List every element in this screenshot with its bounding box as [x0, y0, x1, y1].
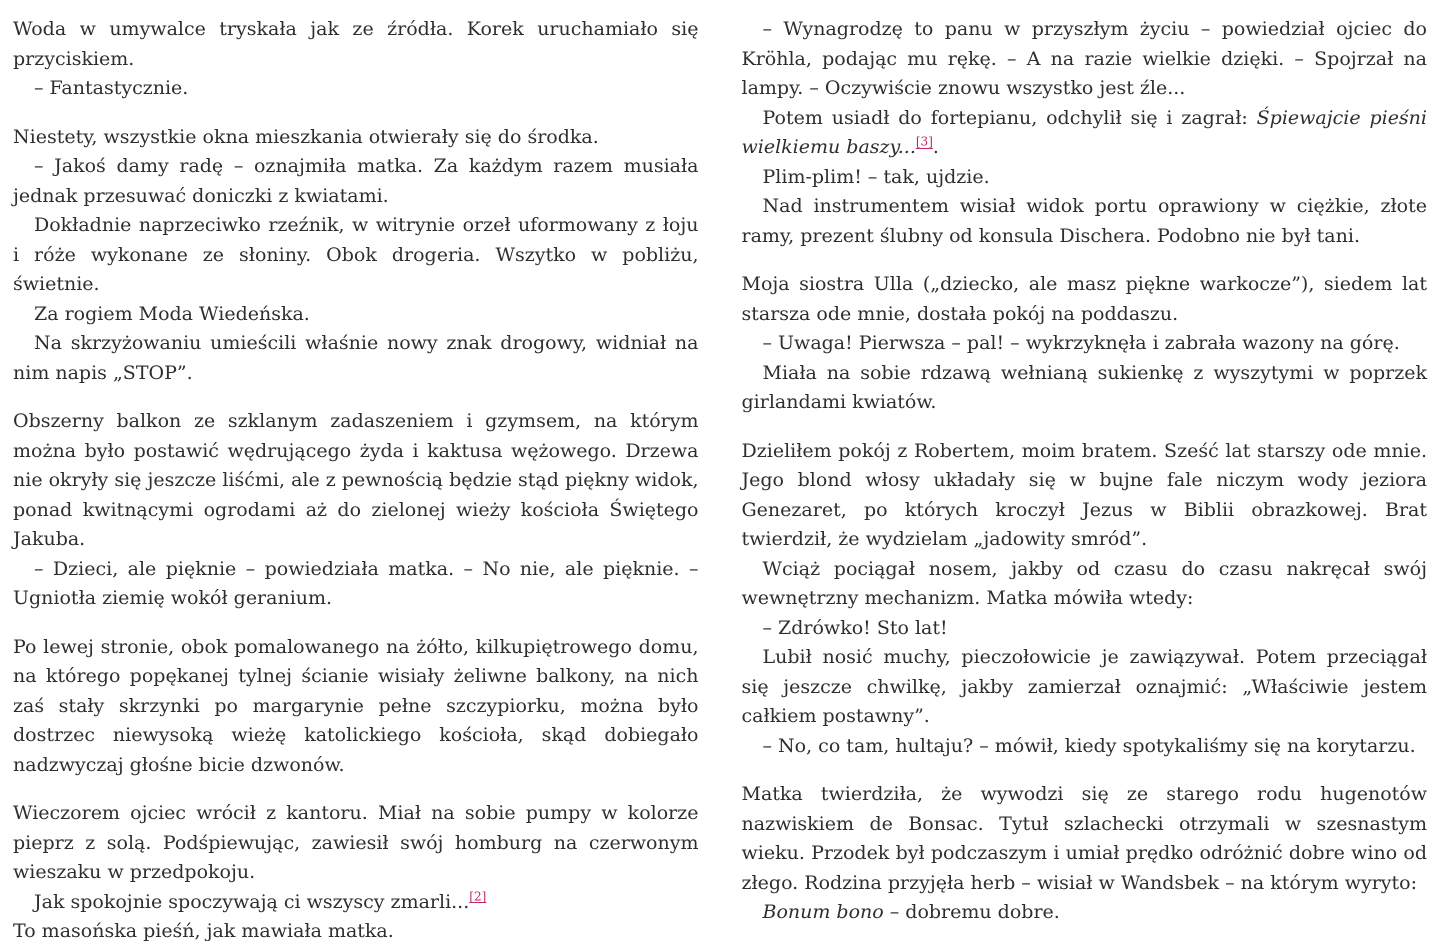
text-segment: – Fantastycznie.	[34, 77, 189, 99]
text-segment: Po lewej stronie, obok pomalowanego na żółto, kilkupiętrowego domu, na którego popękanej tylnej ścianie wisiały żeliwne balkony, na nich zaś stały skrzynki po margarynie pełne szczypiorku, można było dostrzec niewysoką wieżę katolickiego kościoła, skąd dobiegało nadzwyczaj głośne bicie dzwonów.	[13, 635, 699, 776]
text-segment: Potem usiadł do fortepianu, odchylił się i zagrał:	[762, 106, 1257, 129]
text-segment: Woda w umywalce tryskała jak ze źródła. Korek uruchamiało się przyciskiem.	[13, 18, 699, 70]
left-column	[13, 15, 699, 941]
text-segment: – Uwaga! Pierwsza – pal! – wykrzyknęła i zabrała wazony na górę.	[762, 332, 1400, 354]
text-segment: – Zdrówko! Sto lat!	[762, 616, 948, 639]
paragraph	[13, 917, 699, 941]
text-segment: Matka twierdziła, że wywodzi się ze starego rodu hugenotów nazwiskiem de Bonsac. Tytuł szlachecki otrzymali w szesnastym wieku. Przodek był podczaszym i umiał prędko odróżnić dobre wino od złego. Rodzina przyjęła herb – wisiał w Wandsbek – na którym wyryto:	[741, 783, 1427, 894]
text-segment: Dzieliłem pokój z Robertem, moim bratem. Sześć lat starszy ode mnie. Jego blond włosy układały się w bujne fale niczym wody jeziora Genezaret, po których kroczył Jezus w Biblii obrazkowej. Brat twierdził, że wydzielam „jadowity smród”.	[741, 439, 1427, 550]
paragraph	[13, 555, 699, 614]
paragraph	[13, 799, 699, 888]
text-segment: To masońska pieśń, jak mawiała matka.	[13, 920, 394, 941]
paragraph	[742, 643, 1428, 732]
text-segment: Miała na sobie rdzawą wełnianą sukienkę z wyszytymi w poprzek girlandami kwiatów.	[741, 361, 1427, 413]
paragraph	[742, 104, 1428, 163]
text-segment: Nad instrumentem wisiał widok portu oprawiony w ciężkie, złote ramy, prezent ślubny od konsula Dischera. Podobno nie był tani.	[741, 195, 1427, 247]
paragraph	[742, 437, 1428, 555]
text-segment: Dokładnie naprzeciwko rzeźnik, w witrynie orzeł uformowany z łoju i róże wykonane ze słoniny. Obok drogeria. Wszytko w pobliżu, świetnie.	[13, 214, 699, 295]
text-segment: Obszerny balkon ze szklanym zadaszeniem i gzymsem, na którym można było postawić wędrującego żyda i kaktusa wężowego. Drzewa nie okryły się jeszcze liśćmi, ale z pewnością będzie stąd piękny widok, ponad kwitnącymi ogrodami aż do zielonej wieży kościoła Świętego Jakuba.	[13, 410, 699, 550]
text-segment: – dobremu dobre.	[883, 901, 1060, 923]
italic-text: Śpiewajcie pieśni wielkiemu baszy...	[741, 106, 1427, 158]
text-segment: Za rogiem Moda Wiedeńska.	[34, 302, 310, 325]
text-segment: .	[932, 136, 939, 158]
text-segment: Niestety, wszystkie okna mieszkania otwierały się do środka.	[13, 125, 599, 148]
text-segment: – No, co tam, hultaju? – mówił, kiedy spotykaliśmy się na korytarzu.	[762, 734, 1416, 757]
text-segment: Jak spokojnie spoczywają ci wszyscy zmarli...	[34, 890, 470, 913]
paragraph	[742, 163, 1428, 193]
paragraph	[742, 359, 1428, 418]
paragraph	[742, 270, 1428, 329]
paragraph	[13, 300, 699, 330]
paragraph	[742, 15, 1428, 104]
paragraph	[13, 152, 699, 211]
text-segment: Na skrzyżowaniu umieścili właśnie nowy znak drogowy, widniał na nim napis „STOP”.	[13, 332, 699, 384]
text-segment: Wciąż pociągał nosem, jakby od czasu do czasu nakręcał swój wewnętrzny mechanizm. Matka mówiła wtedy:	[741, 557, 1427, 609]
paragraph	[13, 633, 699, 781]
paragraph	[13, 888, 699, 918]
paragraph	[13, 329, 699, 388]
text-segment: Moja siostra Ulla („dziecko, ale masz piękne warkocze”), siedem lat starsza ode mnie, dostała pokój na poddaszu.	[741, 273, 1427, 325]
text-segment: Wieczorem ojciec wrócił z kantoru. Miał na sobie pumpy w kolorze pieprz z solą. Podśpiewując, zawiesił swój homburg na czerwonym wieszaku w przedpokoju.	[13, 802, 699, 883]
paragraph	[13, 123, 699, 153]
text-segment: Plim-plim! – tak, ujdzie.	[762, 165, 990, 188]
text-segment: – Wynagrodzę to panu w przyszłym życiu – powiedział ojciec do Kröhla, podając mu rękę. – A na razie wielkie dzięki. – Spojrzał na lampy. – Oczywiście znowu wszystko jest źle...	[741, 18, 1427, 99]
paragraph	[13, 15, 699, 74]
paragraph	[742, 555, 1428, 614]
paragraph	[13, 407, 699, 555]
text-segment: Lubił nosić muchy, pieczołowicie je zawiązywał. Potem przeciągał się jeszcze chwilkę, jakby zamierzał oznajmić: „Właściwie jestem całkiem postawny”.	[741, 646, 1427, 727]
italic-text: Bonum bono	[762, 901, 884, 923]
paragraph	[742, 780, 1428, 898]
right-column	[742, 15, 1428, 941]
paragraph	[13, 211, 699, 300]
footnote-link[interactable]: [2]	[469, 889, 487, 904]
paragraph	[742, 898, 1428, 928]
footnote-link[interactable]: [3]	[915, 134, 933, 149]
paragraph	[13, 74, 699, 104]
paragraph	[742, 192, 1428, 251]
text-segment: – Dzieci, ale pięknie – powiedziała matka. – No nie, ale pięknie. – Ugniotła ziemię wokół geranium.	[13, 557, 699, 609]
paragraph	[742, 329, 1428, 359]
text-segment: – Jakoś damy radę – oznajmiła matka. Za każdym razem musiała jednak przesuwać doniczki z kwiatami.	[13, 155, 699, 207]
paragraph	[742, 614, 1428, 644]
paragraph	[742, 732, 1428, 762]
